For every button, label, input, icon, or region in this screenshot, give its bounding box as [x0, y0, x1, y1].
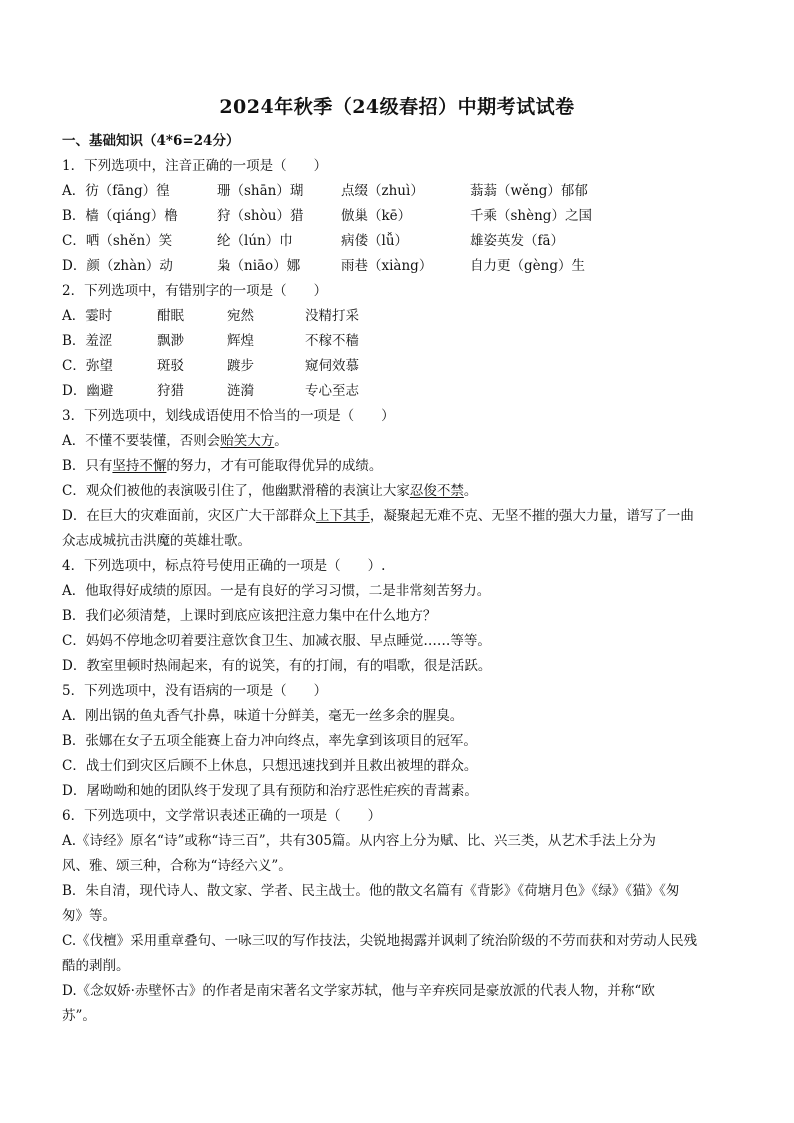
- q1-option-c-item-4: 雄姿英发（fā）: [470, 233, 565, 249]
- q1-option-d-item-3: 雨巷（xiàng）: [341, 258, 433, 274]
- q2-option-c-item-3: 踱步: [227, 358, 254, 374]
- q2-option-d-item-1: D．幽避: [62, 383, 114, 399]
- q6-option-d-continued: 苏”。: [62, 1008, 96, 1024]
- q2-option-d-item-3: 涟漪: [227, 383, 254, 399]
- q2-option-a-item-4: 没精打采: [305, 308, 359, 324]
- q4-option-c: C．妈妈不停地念叨着要注意饮食卫生、加减衣服、早点睡觉……等等。: [62, 633, 491, 649]
- q3-option-b-end: 的努力，才有可能取得优异的成绩。: [166, 458, 383, 474]
- q1-option-b-item-2: 狩（shòu）猎: [217, 208, 304, 224]
- q3-option-a-end: 。: [274, 433, 288, 449]
- q3-option-c-end: 。: [463, 483, 478, 499]
- q6-option-a: A.《诗经》原名“诗”或称“诗三百”，共有305篇。从内容上分为赋、比、兴三类，从艺术手法上分为: [62, 833, 656, 849]
- q2-option-d-item-4: 专心至志: [305, 383, 359, 399]
- q1-option-d-item-4: 自力更（gèng）生: [470, 258, 585, 274]
- q2-option-a-item-3: 宛然: [227, 308, 254, 324]
- q3-option-d-continued: 众志成城抗击洪魔的英雄壮歌。: [62, 533, 251, 549]
- q3-option-a: [62, 432, 288, 450]
- q1-option-c-item-3: 病偻（lǚ）: [341, 233, 409, 249]
- q1-option-c-item-2: 纶（lún）巾: [217, 233, 293, 249]
- q2-option-c-item-1: C．弥望: [62, 358, 113, 374]
- q2-option-a-item-2: 酣眠: [157, 308, 184, 324]
- q3-option-b: [62, 457, 382, 475]
- q2-option-c-item-4: 窥伺效慕: [305, 358, 359, 374]
- q3-option-c-text: C．观众们被他的表演吸引住了，他幽默滑稽的表演让大家: [62, 483, 410, 499]
- q2-option-a-item-1: A．霎时: [62, 308, 113, 324]
- q6-option-c: C.《伐檀》采用重章叠句、一咏三叹的写作技法，尖锐地揭露并讽刺了统治阶级的不劳而获和对劳动人民残: [62, 933, 698, 949]
- q2-option-c-item-2: 斑驳: [157, 358, 184, 374]
- q2-option-d-item-2: 狩猎: [157, 383, 184, 399]
- q3-option-c: [62, 482, 477, 500]
- q3-option-b-idiom: 坚持不懈: [112, 458, 167, 474]
- q5-option-b: B．张娜在女子五项全能赛上奋力冲向终点，率先拿到该项目的冠军。: [62, 733, 477, 749]
- question-1-stem: 1．下列选项中，注音正确的一项是（ ）: [62, 158, 328, 174]
- question-2-stem: 2．下列选项中，有错别字的一项是（ ）: [62, 283, 328, 299]
- page-title: 2024年秋季（24级春招）中期考试试卷: [219, 96, 575, 118]
- q6-option-c-continued: 酷的剥削。: [62, 958, 130, 974]
- q3-option-d: [62, 507, 694, 525]
- q3-option-a-text: A．不懂不要装懂，否则会: [62, 433, 221, 449]
- q1-option-c-item-1: C．哂（shěn）笑: [62, 233, 173, 249]
- q2-option-b-item-4: 不稼不穑: [305, 333, 359, 349]
- q1-option-d-item-2: 枭（niāo）娜: [217, 258, 301, 274]
- question-3-stem: 3．下列选项中，划线成语使用不恰当的一项是（ ）: [62, 408, 395, 424]
- q2-option-b-item-2: 飘渺: [157, 333, 184, 349]
- q4-option-d: D．教室里顿时热闹起来，有的说笑，有的打闹，有的唱歌，很是活跃。: [62, 658, 492, 674]
- q3-option-d-end: ，凝聚起无难不克、无坚不摧的强大力量，谱写了一曲: [369, 508, 694, 524]
- q5-option-c: C．战士们到灾区后顾不上休息，只想迅速找到并且救出被埋的群众。: [62, 758, 478, 774]
- q1-option-a-item-1: A．彷（fāng）徨: [62, 183, 170, 199]
- question-4-stem: 4．下列选项中，标点符号使用正确的一项是（ ）.: [62, 558, 386, 574]
- q3-option-b-text: B．只有: [62, 458, 113, 474]
- q4-option-a: A．他取得好成绩的原因。一是有良好的学习习惯，二是非常刻苦努力。: [62, 583, 491, 599]
- q5-option-a: A．刚出锅的鱼丸香气扑鼻，味道十分鲜美，毫无一丝多余的腥臭。: [62, 708, 464, 724]
- q1-option-a-item-4: 蓊蓊（wěng）郁郁: [470, 183, 588, 199]
- q6-option-b: B．朱自清，现代诗人、散文家、学者、民主战士。他的散文名篇有《背影》《荷塘月色》《绿》《猫》《匆: [62, 883, 680, 899]
- question-6-stem: 6．下列选项中，文学常识表述正确的一项是（ ）: [62, 808, 382, 824]
- q1-option-d-item-1: D．颜（zhàn）动: [62, 258, 173, 274]
- q3-option-a-idiom: 贻笑大方: [220, 433, 275, 449]
- section-heading: 一、基础知识（4*6=24分）: [62, 133, 240, 149]
- q1-option-b-item-1: B．樯（qiáng）橹: [62, 208, 178, 224]
- question-5-stem: 5．下列选项中，没有语病的一项是（ ）: [62, 683, 328, 699]
- q5-option-d: D．屠呦呦和她的团队终于发现了具有预防和治疗恶性疟疾的青蒿素。: [62, 783, 478, 799]
- q1-option-a-item-2: 珊（shān）瑚: [217, 183, 304, 199]
- q3-option-c-idiom: 忍俊不禁: [409, 483, 464, 499]
- q1-option-b-item-4: 千乘（shèng）之国: [470, 208, 592, 224]
- q1-option-a-item-3: 点缀（zhuì）: [341, 183, 424, 199]
- q6-option-a-continued: 风、雅、颂三种，合称为“诗经六义”。: [62, 858, 292, 874]
- q3-option-d-idiom: 上下其手: [315, 508, 370, 524]
- q1-option-b-item-3: 倣巢（kē）: [341, 208, 412, 224]
- q2-option-b-item-3: 辉煌: [227, 333, 254, 349]
- q6-option-d: D.《念奴娇·赤壁怀古》的作者是南宋著名文学家苏轼，他与辛弃疾同是豪放派的代表人物，并称“欧: [62, 983, 655, 999]
- q3-option-d-text: D．在巨大的灾难面前，灾区广大干部群众: [62, 508, 316, 524]
- q2-option-b-item-1: B．羞涩: [62, 333, 113, 349]
- q4-option-b: B．我们必须清楚，上课时到底应该把注意力集中在什么地方？: [62, 608, 437, 624]
- q6-option-b-continued: 匆》等。: [62, 908, 116, 924]
